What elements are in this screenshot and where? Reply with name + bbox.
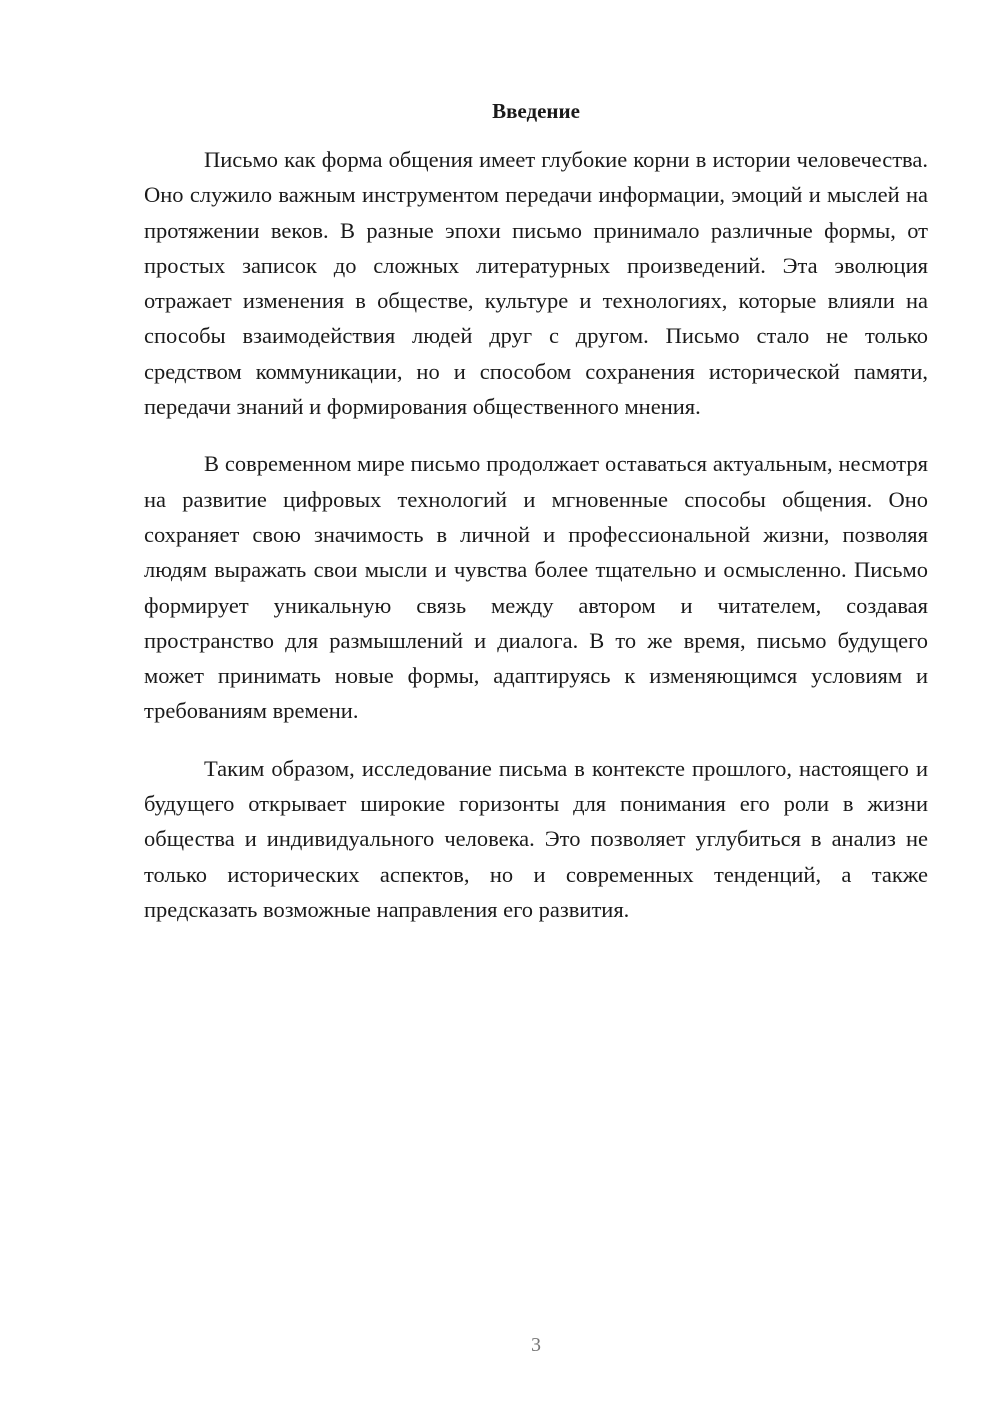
body-text [144, 142, 928, 949]
paragraph-2: В современном мире письмо продолжает оставаться актуальным, несмотря на развитие цифровых технологий и мгновенные способы общения. Оно сохраняет свою значимость в личной и профессиональной жизни, позволяя людям выражать свои мысли и чувства более тщательно и осмысленно. Письмо формирует уникальную связь между автором и читателем, создавая пространство для размышлений и диалога. В то же время, письмо будущего может принимать новые формы, адаптируясь к изменяющимся условиям и требованиям времени. [144, 451, 928, 724]
page-number: 3 [531, 1334, 541, 1356]
paragraph-3: Таким образом, исследование письма в контексте прошлого, настоящего и будущего открывает широкие горизонты для понимания его роли в жизни общества и индивидуального человека. Это позволяет углубиться в анализ не только исторических аспектов, но и современных тенденций, а также предсказать возможные направления его развития. [144, 755, 928, 922]
section-heading: Введение [492, 99, 580, 123]
paragraph-1: Письмо как форма общения имеет глубокие корни в истории человечества. Оно служило важным инструментом передачи информации, эмоций и мыслей на протяжении веков. В разные эпохи письмо принимало различные формы, от простых записок до сложных литературных произведений. Эта эволюция отражает изменения в обществе, культуре и технологиях, которые влияли на способы взаимодействия людей друг с другом. Письмо стало не только средством коммуникации, но и способом сохранения исторической памяти, передачи знаний и формирования общественного мнения. [144, 147, 928, 420]
